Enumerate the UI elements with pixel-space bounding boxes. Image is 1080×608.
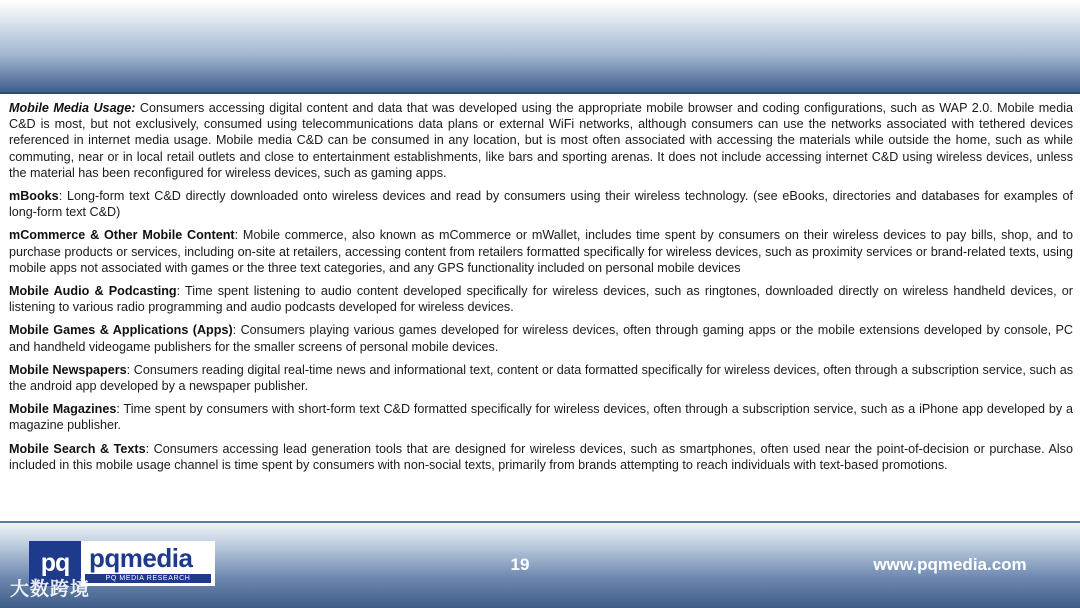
definition-entry <box>9 322 1073 354</box>
definition-text: : Long-form text C&D directly downloaded onto wireless devices and read by consumers using their wireless technology. (see eBooks, directories and databases for examples of long-form text C&D) <box>9 189 1073 220</box>
definition-term: Mobile Newspapers <box>9 362 127 377</box>
watermark: 大数跨境 <box>10 579 91 600</box>
definition-entry <box>9 283 1073 315</box>
header-band <box>0 0 1080 94</box>
definition-entry <box>9 188 1073 220</box>
definition-text: : Consumers reading digital real-time news and informational text, content or data formatted specifically for wireless devices, often through a subscription service, such as the android app developed by a newspaper publisher. <box>9 362 1073 394</box>
definition-text: : Time spent listening to audio content developed specifically for wireless devices, such as ringtones, downloaded directly on wireless handheld devices, or listening to various radio programming and audio podcasts developed for wireless devices. <box>9 284 1073 315</box>
definition-entry <box>9 100 1073 181</box>
definition-term: Mobile Audio & Podcasting <box>9 284 177 299</box>
definition-entry <box>9 227 1073 276</box>
definition-text: : Consumers playing various games developed for wireless devices, often through gaming apps or the mobile extensions developed by console, PC and handheld videogame publishers for the smaller screens of personal mobile devices. <box>9 323 1073 354</box>
logo-text <box>81 541 215 586</box>
logo-word: pqmedia <box>89 543 193 573</box>
definition-entry <box>9 362 1073 394</box>
definition-text: : Consumers accessing lead generation tools that are designed for wireless devices, such as smartphones, often used near the point-of-decision or purchase. Also included in this mobile usage channel is time spent by consumers with non-social texts, primarily from brands attempting to reach individuals with text-based promotions. <box>9 441 1073 472</box>
website-url: www.pqmedia.com <box>873 555 1027 574</box>
definition-term: Mobile Media Usage: <box>9 101 136 115</box>
definition-term: Mobile Search & Texts <box>9 441 146 456</box>
definition-text: : Mobile commerce, also known as mCommerce or mWallet, includes time spent by consumers on their wireless devices to pay bills, shop, and to purchase products or services, including on-site at retailers, accessing content from retailers formatted specifically for wireless devices, such as proximity services or brand-related texts, using mobile apps not associated with games or the three text categories, and any GPS functionality included on personal mobile devices <box>9 228 1073 275</box>
definition-text: : Time spent by consumers with short-form text C&D formatted specifically for wireless devices, often through a subscription service, such as a iPhone app developed by a magazine publisher. <box>9 402 1073 433</box>
definitions-list <box>9 100 1073 480</box>
definition-term: Mobile Magazines <box>9 402 117 417</box>
definition-text: Consumers accessing digital content and data that was developed using the appropriate mobile browser and coding configurations, such as WAP 2.0. Mobile media C&D is most, but not exclusively, consumed using telecommunications data plans or external WiFi networks, although consumers can use the networks associated with tethered devices referenced in internet media usage. Mobile media C&D can be consumed in any location, but is most often associated with accessing the materials while outside the home, such as while commuting, near or in local retail outlets and close to entertainment establishments, like bars and sporting arenas. It does not include accessing internet C&D using wireless devices, unless the material has been reconfigured for wireless devices, such as gaming apps. <box>9 101 1073 180</box>
definition-entry <box>9 401 1073 433</box>
logo-mark: pq <box>29 541 81 586</box>
definition-term: mBooks <box>9 189 59 204</box>
page-number: 19 <box>510 555 530 574</box>
definition-term: Mobile Games & Applications (Apps) <box>9 323 233 338</box>
definition-entry <box>9 441 1073 473</box>
definition-term: mCommerce & Other Mobile Content <box>9 228 235 243</box>
logo-tagline: PQ MEDIA RESEARCH <box>85 574 211 583</box>
